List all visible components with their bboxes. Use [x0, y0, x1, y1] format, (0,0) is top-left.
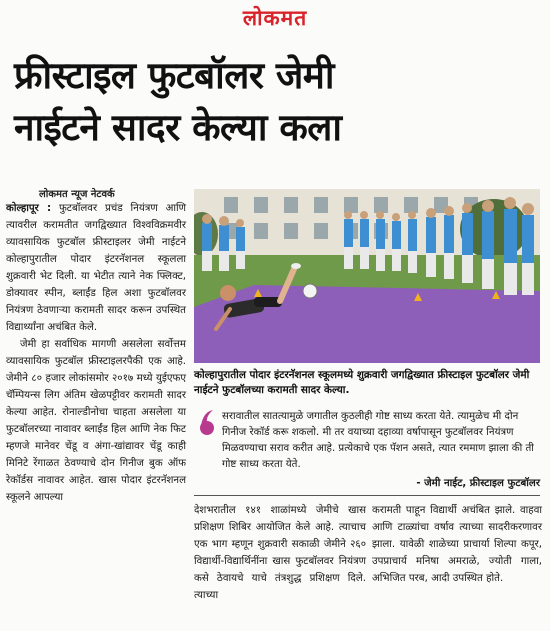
- photo-caption: कोल्हापुरातील पोदार इंटरनॅशनल स्कूलमध्ये शुक्रवारी जगद्विख्यात फ्रीस्टाइल फुटबॉलर जेमी नाईटने फुटबॉलच्या करामती सादर केल्या.: [194, 369, 530, 396]
- article-column-2: देशभरातील १४१ शाळांमध्ये जेमीचे खास प्रशिक्षण शिबिर आयोजित केले आहे. त्याचाच एक भाग म्हणून शुक्रवारी सकाळी जेमीने २६० विद्यार्थी-विद्यार्थिनींना खास फुटबॉलवर नियंत्रण कसे ठेवायचे याचे तंत्रशुद्ध प्रशिक्षण दिले. त्याच्या: [194, 505, 366, 601]
- article-paragraph-2: जेमी हा सर्वाधिक मागणी असलेला सर्वोत्तम व्यावसायिक फुटबॉल फ्रीस्टाइलरपैकी एक आहे. जेमीने ८० हजार लोकांसमोर २०१७ मध्ये युईएफए चॅम्पियन्स लिग अंतिम खेळपट्टीवर करामती सादर केल्या आहेत. रोनाल्डीनोचा चाहता असलेला या फुटबॉलरच्या नावावर ब्लाईंड हिल आणि नेक फिट म्हणजे मानेवर चेंडू व अंगा-खांद्यावर चेंडू काही मिनिटे रेंगाळत ठेवण्याचे दोन गिनीज बुक ऑफ रेकॉर्डस नावावर आहेत. खास पोदार इंटरनॅशनल स्कूलने आपल्या: [6, 339, 186, 503]
- article-photo: [194, 189, 540, 363]
- quote-mark-icon: [197, 406, 217, 440]
- masthead: [0, 4, 550, 32]
- section-divider: [194, 495, 540, 496]
- paragraph-1-text: फुटबॉलवर प्रचंड नियंत्रण आणि त्यावरील करामतीत जगद्विख्यात विश्वविक्रमवीर व्यावसायिक फुटबॉल फ्रीस्टाइलर जेमी नाईटने कोल्हापुरातील पोदार इंटरनॅशनल स्कूलला शुक्रवारी भेट दिली. या भेटीत त्याने नेक फ्लिक्ट, डोक्यावर स्पीन, ब्लाईंड हिल अशा फुटबॉलवर नियंत्रण ठेवणाऱ्या करामती सादर करून उपस्थित विद्यार्थ्यांना अचंबित केले.: [6, 203, 186, 333]
- byline: लोकमत न्यूज नेटवर्क: [39, 189, 115, 200]
- article-column-3: करामती पाहून विद्यार्थी अचंबित झाले. वाहवा आणि टाळ्यांचा वर्षाव त्याच्या सादरीकरणावर झाला. यावेळी शाळेच्या प्राचार्या शिल्पा कपूर, उपप्राचार्य मनिषा अमराळे, ज्योती गाला, अभिजित परब, आदी उपस्थित होते.: [372, 505, 542, 584]
- headline-line-1: फ्रीस्टाइल फुटबॉलर जेमी: [14, 54, 335, 97]
- football-training-photo: [194, 189, 540, 363]
- headline: [14, 50, 542, 154]
- headline-line-2: नाईटने सादर केल्या कला: [14, 106, 342, 149]
- pull-quote: सरावातील सातत्यामुळे जगातील कुठलीही गोष्ट साध्य करता येते. त्यामुळेच मी दोन गिनीज रेकॉर्ड करू शकलो. मी तर वयाच्या दहाव्या वर्षापासून फुटबॉलवर नियंत्रण मिळवण्याचा सराव करीत आहे. प्रत्येकाचे एक पॅशन असते, त्यात रममाण झाला की ती गोष्ट साध्य करता येते.: [222, 411, 534, 470]
- dateline: कोल्हापूर :: [6, 203, 52, 214]
- quote-author: - जेमी नाईट, फ्रीस्टाइल फुटबॉलर: [416, 478, 540, 489]
- article-column-1: [6, 200, 186, 506]
- article-paragraph-1: [6, 200, 186, 336]
- newspaper-logo: लोकमत: [242, 5, 308, 30]
